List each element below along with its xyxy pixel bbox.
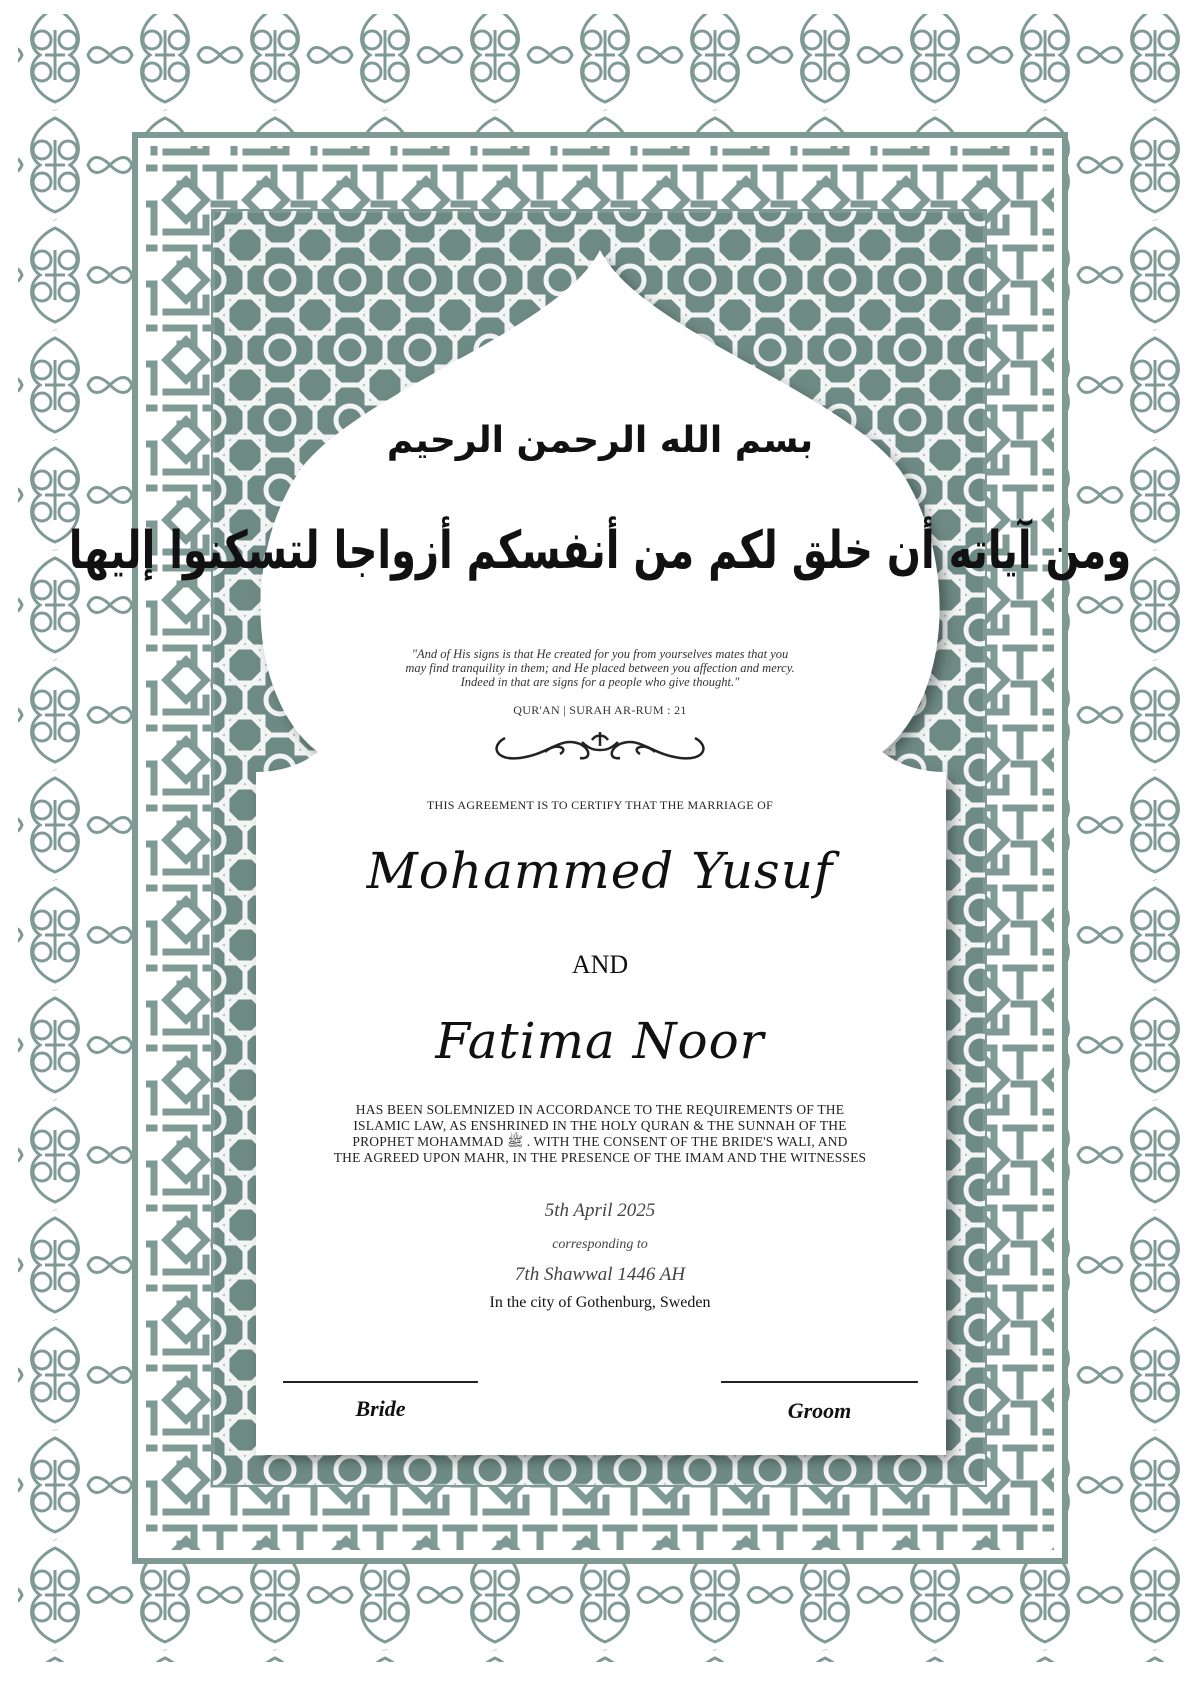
groom-signature-line[interactable] (721, 1381, 918, 1383)
conjunction: AND (571, 950, 629, 979)
bride-label: Bride (355, 1396, 406, 1421)
location: In the city of Gothenburg, Sweden (489, 1294, 711, 1311)
ayah-calligraphy: ومن آياته أن خلق لكم من أنفسكم أزواجا لتسكنوا إليها (68, 521, 1132, 581)
body-line: PROPHET MOHAMMAD ﷺ . WITH THE CONSENT OF THE BRIDE'S WALI, AND (352, 1134, 848, 1149)
quote-reference: QUR'AN | SURAH AR-RUM : 21 (513, 703, 687, 717)
certificate-intro: THIS AGREEMENT IS TO CERTIFY THAT THE MARRIAGE OF (426, 798, 774, 812)
quote-line: may find tranquility in them; and He placed between you affection and mercy. (405, 661, 795, 675)
gregorian-date: 5th April 2025 (544, 1200, 656, 1221)
body-line: THE AGREED UPON MAHR, IN THE PRESENCE OF THE IMAM AND THE WITNESSES (333, 1150, 867, 1165)
bride-name: Fatima Noor (435, 1012, 765, 1070)
body-line: ISLAMIC LAW, AS ENSHRINED IN THE HOLY QURAN & THE SUNNAH OF THE (353, 1118, 847, 1133)
groom-label: Groom (787, 1398, 852, 1423)
groom-name: Mohammed Yusuf (366, 842, 834, 900)
bismillah-calligraphy: بسم الله الرحمن الرحيم (386, 420, 814, 461)
hijri-date: 7th Shawwal 1446 AH (514, 1264, 686, 1285)
quote-line: "And of His signs is that He created for you from yourselves mates that you (411, 647, 789, 661)
corresponding-text: corresponding to (552, 1237, 648, 1252)
quote-line: Indeed in that are signs for a people who give thought." (460, 675, 740, 689)
body-line: HAS BEEN SOLEMNIZED IN ACCORDANCE TO THE REQUIREMENTS OF THE (355, 1102, 845, 1117)
bride-signature-line[interactable] (283, 1381, 478, 1383)
